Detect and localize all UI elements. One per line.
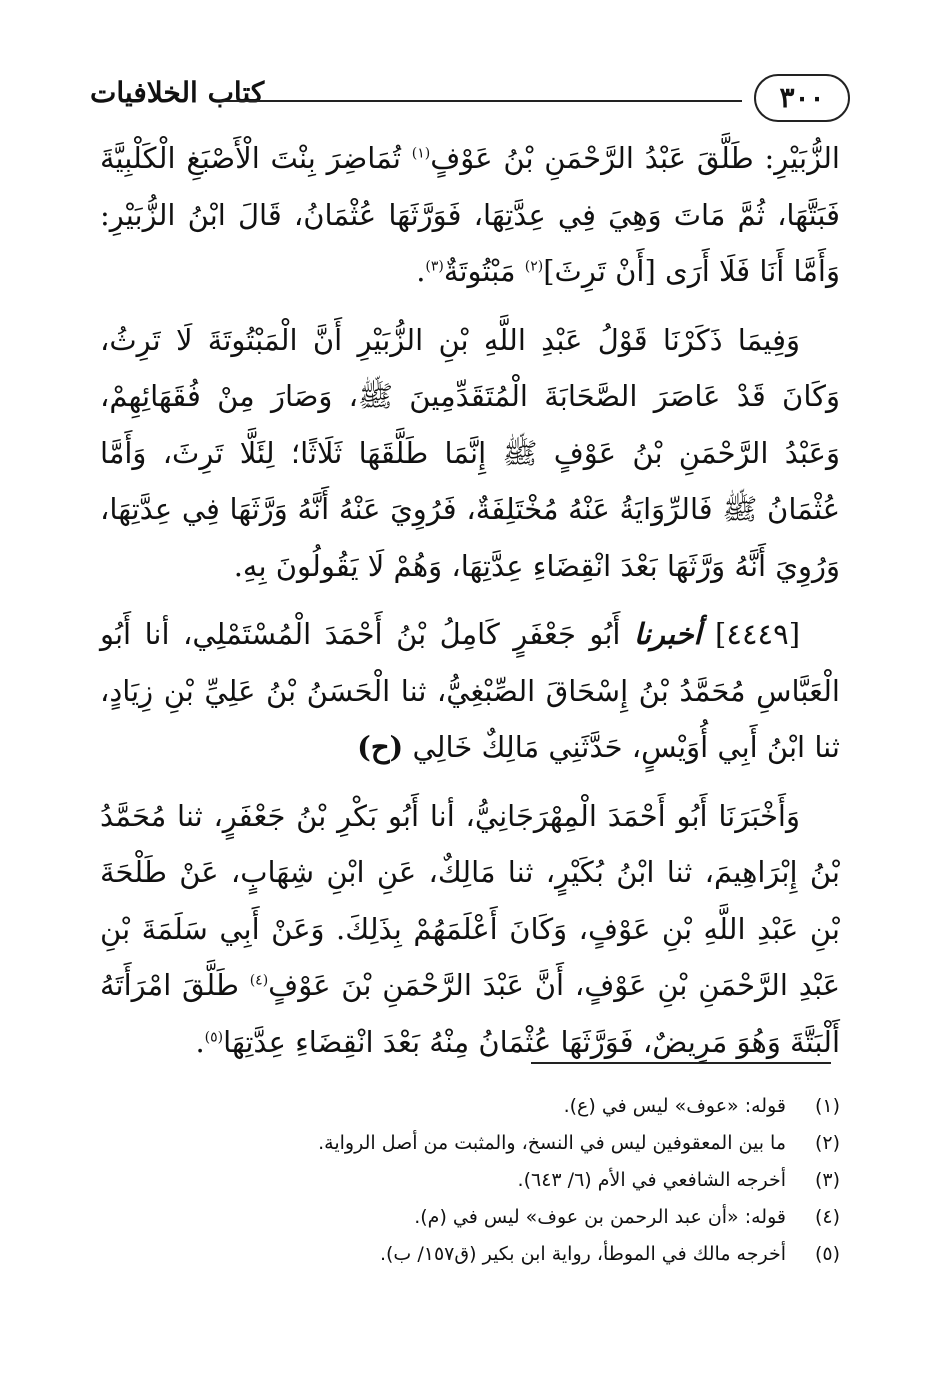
paragraph-text: .: [416, 254, 426, 288]
footnote-text: قوله: «عوف» ليس في (ع).: [563, 1095, 786, 1117]
footnote-item: [100, 1088, 840, 1125]
footnote-number: (٣): [814, 1169, 840, 1191]
paragraph-1: [100, 130, 840, 300]
page-number: ٣٠٠: [754, 74, 850, 122]
akhbarana-label: أخبرنا: [633, 617, 702, 651]
footnote-ref: (٤): [249, 972, 269, 989]
header-rule: [220, 100, 742, 102]
paragraph-text: مَبْتُوتَةٌ: [443, 254, 525, 288]
footnote-text: قوله: «أن عبد الرحمن بن عوف» ليس في (م).: [414, 1206, 786, 1228]
paragraph-2: [100, 312, 840, 595]
footnote-item: [100, 1236, 840, 1273]
ha-mark: (ح): [357, 730, 404, 764]
paragraph-text: وَفِيمَا ذَكَرْنَا قَوْلُ عَبْدِ اللَّهِ بْنِ الزُّبَيْرِ أَنَّ الْمَبْتُوتَةَ لَا تَرِثُ، وَكَانَ قَدْ عَاصَرَ الصَّحَابَةَ الْمُتَقَدِّمِينَ ﷺ، وَصَارَ مِنْ فُقَهَائِهِمْ، وَعَبْدُ الرَّحْمَنِ بْنُ عَوْفٍ ﷺ إِنَّمَا طَلَّقَهَا ثَلَاثًا؛ لِئَلَّا تَرِثَ، وَأَمَّا عُثْمَانُ ﷺ فَالرِّوَايَةُ عَنْهُ مُخْتَلِفَةٌ، فَرُوِيَ عَنْهُ أَنَّهُ وَرَّثَهَا فِي عِدَّتِهَا، وَرُوِيَ أَنَّهُ وَرَّثَهَا بَعْدَ انْقِضَاءِ عِدَّتِهَا، وَهُمْ لَا يَقُولُونَ بِهِ.: [100, 322, 840, 583]
footnote-separator: [531, 1062, 831, 1064]
book-title: كتاب الخلافيات: [90, 76, 265, 109]
footnotes: [100, 1088, 840, 1273]
footnote-text: أخرجه مالك في الموطأ، رواية ابن بكير (ق١٥٧/ ب).: [379, 1243, 786, 1265]
footnote-item: [100, 1199, 840, 1236]
paragraph-text: أَبُو جَعْفَرٍ كَامِلُ بْنُ أَحْمَدَ الْمُسْتَمْلِي، أنا أَبُو الْعَبَّاسِ مُحَمَّدُ بْنُ إِسْحَاقَ الصِّبْغِيُّ، ثنا الْحَسَنُ بْنُ عَلِيِّ بْنِ زِيَادٍ، ثنا ابْنُ أَبِي أُوَيْسٍ، حَدَّثَنِي مَالِكٌ خَالِي: [100, 617, 840, 764]
footnote-text: ما بين المعقوفين ليس في النسخ، والمثبت من أصل الرواية.: [318, 1132, 786, 1154]
footnote-number: (١): [814, 1095, 840, 1117]
footnote-number: (٢): [814, 1132, 840, 1154]
paragraph-text: تُمَاضِرَ بِنْتَ الْأَصْبَغِ الْكَلْبِيَّةَ فَبَتَّهَا، ثُمَّ مَاتَ وَهِيَ فِي عِدَّتِهَا، فَوَرَّثَهَا عُثْمَانُ، قَالَ ابْنُ الزُّبَيْرِ: وَأَمَّا أَنَا فَلَا أَرَى [أَنْ تَرِثَ]: [100, 141, 840, 288]
paragraph-text: الزُّبَيْرِ: طَلَّقَ عَبْدُ الرَّحْمَنِ بْنُ عَوْفٍ: [430, 141, 840, 175]
main-text: [100, 130, 840, 1082]
footnote-ref: (٢): [524, 258, 544, 275]
paragraph-text: طَلَّقَ امْرَأَتَهُ أَلْبَتَّةَ وَهُوَ مَرِيضٌ، فَوَرَّثَهَا عُثْمَانُ مِنْهُ بَعْدَ انْقِضَاءِ عِدَّتِهَا: [100, 968, 840, 1059]
footnote-number: (٥): [814, 1243, 840, 1265]
footnote-item: [100, 1125, 840, 1162]
hadith-number: [٤٤٤٩]: [715, 617, 801, 651]
footnote-ref: (١): [411, 145, 431, 162]
footnote-item: [100, 1162, 840, 1199]
paragraph-4: [100, 788, 840, 1071]
footnote-text: أخرجه الشافعي في الأم (٦/ ٦٤٣).: [517, 1169, 786, 1191]
paragraph-3: [100, 606, 840, 776]
paragraph-text: .: [195, 1024, 205, 1059]
footnote-ref: (٥): [204, 1028, 224, 1045]
footnote-ref: (٣): [425, 258, 444, 275]
page-header: [90, 72, 850, 128]
footnote-number: (٤): [814, 1206, 840, 1228]
paragraph-text: وَأَخْبَرَنَا أَبُو أَحْمَدَ الْمِهْرَجَانِيُّ، أنا أَبُو بَكْرِ بْنُ جَعْفَرٍ، ثنا مُحَمَّدُ بْنُ إِبْرَاهِيمَ، ثنا ابْنُ بُكَيْرٍ، ثنا مَالِكٌ، عَنِ ابْنِ شِهَابٍ، عَنْ طَلْحَةَ بْنِ عَبْدِ اللَّهِ بْنِ عَوْفٍ، وَكَانَ أَعْلَمَهُمْ بِذَلِكَ. وَعَنْ أَبِي سَلَمَةَ بْنِ عَبْدِ الرَّحْمَنِ بْنِ عَوْفٍ، أَنَّ عَبْدَ الرَّحْمَنِ بْنَ عَوْفٍ: [100, 798, 840, 1002]
